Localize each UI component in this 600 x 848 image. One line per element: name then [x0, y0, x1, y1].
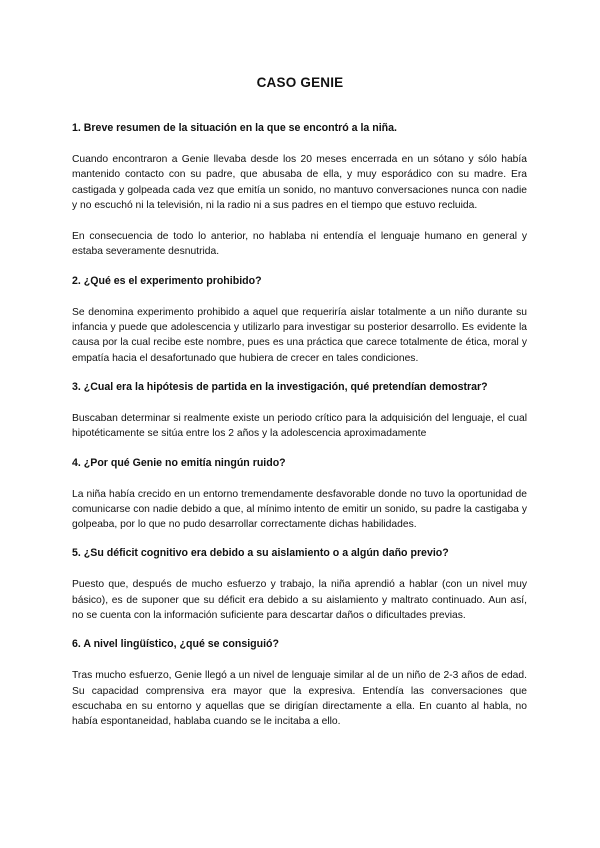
section-heading: 3. ¿Cual era la hipótesis de partida en la investigación, qué pretendían demostrar?	[72, 380, 488, 393]
section-heading: 1. Breve resumen de la situación en la que se encontró a la niña.	[72, 122, 397, 134]
section-paragraph: Tras mucho esfuerzo, Genie llegó a un nivel de lenguaje similar al de un niño de 2-3 años de edad. Su capacidad comprensiva era mayor que la expresiva. Entendía las conversaciones que escuchaba en su entorno y aquellas que se dirigían directamente a ella. En cuanto al habla, no había espontaneidad, hablaba cuando se le incitaba a ello.	[72, 670, 527, 728]
section-1	[72, 121, 527, 260]
section-paragraph: La niña había crecido en un entorno tremendamente desfavorable donde no tuvo la oportunidad de comunicarse con nadie debido a que, al mínimo intento de emitir un sonido, su padre la castigaba y golpeaba, por lo que no pudo desarrollar correctamente dichas habilidades.	[72, 488, 527, 531]
section-paragraph: Puesto que, después de mucho esfuerzo y trabajo, la niña aprendió a hablar (con un nivel muy básico), es de suponer que su déficit era debido a su aislamiento y maltrato continuado. Aun así, no se cuenta con la información suficiente para descartar daños o dificultades previas.	[72, 579, 527, 622]
document-title: CASO GENIE	[256, 75, 344, 90]
section-heading: 4. ¿Por qué Genie no emitía ningún ruido?	[72, 456, 286, 469]
section-5	[72, 546, 527, 623]
section-4	[72, 456, 527, 533]
section-3	[72, 380, 527, 442]
section-2	[72, 274, 527, 366]
section-paragraph: En consecuencia de todo lo anterior, no hablaba ni entendía el lenguaje humano en general y estaba severamente desnutrida.	[72, 231, 527, 258]
section-heading: 6. A nivel lingüístico, ¿qué se consiguió?	[72, 638, 279, 651]
section-heading: 2. ¿Qué es el experimento prohibido?	[72, 274, 262, 287]
section-paragraph: Se denomina experimento prohibido a aquel que requeriría aislar totalmente a un niño durante su infancia y puede que adolescencia y utilizarlo para investigar su posterior desarrollo. Es evidente la causa por la cual recibe este nombre, pues es una práctica que carece totalmente de ética, moral y empatía hacia el desafortunado que hubiera de crecer en tales condiciones.	[72, 306, 527, 364]
document-body	[72, 121, 527, 744]
section-paragraph: Buscaban determinar si realmente existe un periodo crítico para la adquisición del lenguaje, el cual hipotéticamente se sitúa entre los 2 años y la adolescencia aproximadamente	[72, 412, 527, 440]
section-paragraph: Cuando encontraron a Genie llevaba desde los 20 meses encerrada en un sótano y sólo había mantenido contacto con su padre, que abusaba de ella, y muy esporádico con su madre. Era castigada y golpeada cada vez que emitía un sonido, no mantuvo conversaciones nunca con nadie y no escuchó ni la televisión, ni la radio ni a sus padres en el tiempo que estuvo recluida.	[72, 154, 527, 211]
section-heading: 5. ¿Su déficit cognitivo era debido a su aislamiento o a algún daño previo?	[72, 547, 449, 560]
section-6	[72, 637, 527, 729]
